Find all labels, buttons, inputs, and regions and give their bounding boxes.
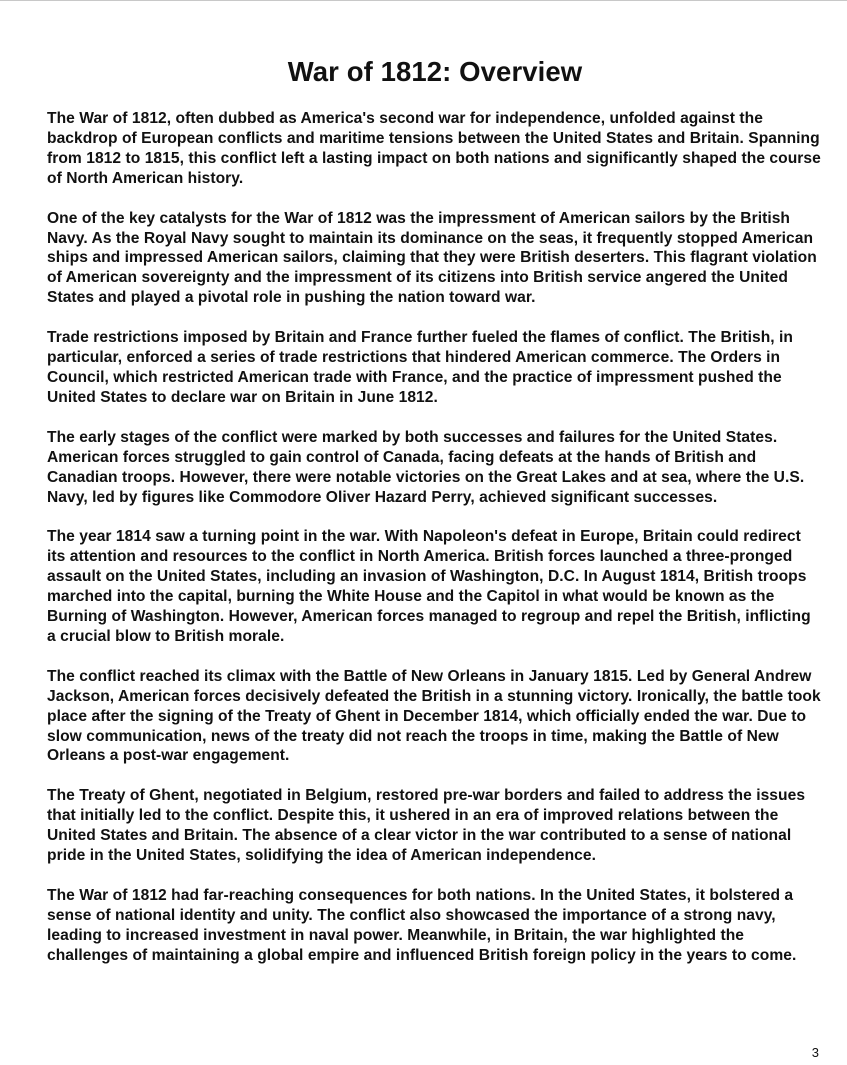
document-title: War of 1812: Overview (287, 56, 583, 87)
paragraph-trade-restrictions: Trade restrictions imposed by Britain and France further fueled the flames of conflict. The British, in particular, enforced a series of trade restrictions that hindered American commerce. The Orders in Council, which restricted American trade with France, and the practice of impressment pushed the United States to declare war on Britain in June 1812. (47, 329, 793, 406)
page-top-border (0, 0, 847, 1)
page-number: 3 (811, 1045, 819, 1060)
paragraph-intro: The War of 1812, often dubbed as America's second war for independence, unfolded against the backdrop of European conflicts and maritime tensions between the United States and Britain. Spanning from 1812 to 1815, this conflict left a lasting impact on both nations and significantly shaped the course of North American history. (47, 110, 821, 187)
paragraph-treaty-of-ghent: The Treaty of Ghent, negotiated in Belgium, restored pre-war borders and failed to address the issues that initially led to the conflict. Despite this, it ushered in an era of improved relations between the United States and Britain. The absence of a clear victor in the war contributed to a sense of national pride in the United States, solidifying the idea of American independence. (47, 787, 806, 865)
document-page (47, 52, 823, 986)
paragraph-impressment: One of the key catalysts for the War of 1812 was the impressment of American sailors by the British Navy. As the Royal Navy sought to maintain its dominance on the seas, it frequently stopped American ships and impressed American sailors, claiming that they were British deserters. This flagrant violation of American sovereignty and the impressment of its citizens into British service angered the United States and played a pivotal role in pushing the nation toward war. (47, 209, 817, 307)
paragraph-new-orleans: The conflict reached its climax with the Battle of New Orleans in January 1815. Led by General Andrew Jackson, American forces decisively defeated the British in a stunning victory. Ironically, the battle took place after the signing of the Treaty of Ghent in December 1814, which officially ended the war. Due to slow communication, news of the treaty did not reach the troops in time, making the Battle of New Orleans a post-war engagement. (47, 667, 821, 765)
paragraph-1814-turning-point: The year 1814 saw a turning point in the war. With Napoleon's defeat in Europe, Britain could redirect its attention and resources to the conflict in North America. British forces launched a three-pronged assault on the United States, including an invasion of Washington, D.C. In August 1814, British troops marched into the capital, burning the White House and the Capitol in what would be known as the Burning of Washington. However, American forces managed to regroup and repel the British, inflicting a crucial blow to British morale. (47, 528, 811, 645)
paragraph-consequences: The War of 1812 had far-reaching consequences for both nations. In the United States, it bolstered a sense of national identity and unity. The conflict also showcased the importance of a strong navy, leading to increased investment in naval power. Meanwhile, in Britain, the war highlighted the challenges of maintaining a global empire and influenced British foreign policy in the years to come. (47, 887, 797, 964)
paragraph-early-stages: The early stages of the conflict were marked by both successes and failures for the United States. American forces struggled to gain control of Canada, facing defeats at the hands of British and Canadian troops. However, there were notable victories on the Great Lakes and at sea, where the U.S. Navy, led by figures like Commodore Oliver Hazard Perry, achieved significant successes. (47, 428, 805, 506)
